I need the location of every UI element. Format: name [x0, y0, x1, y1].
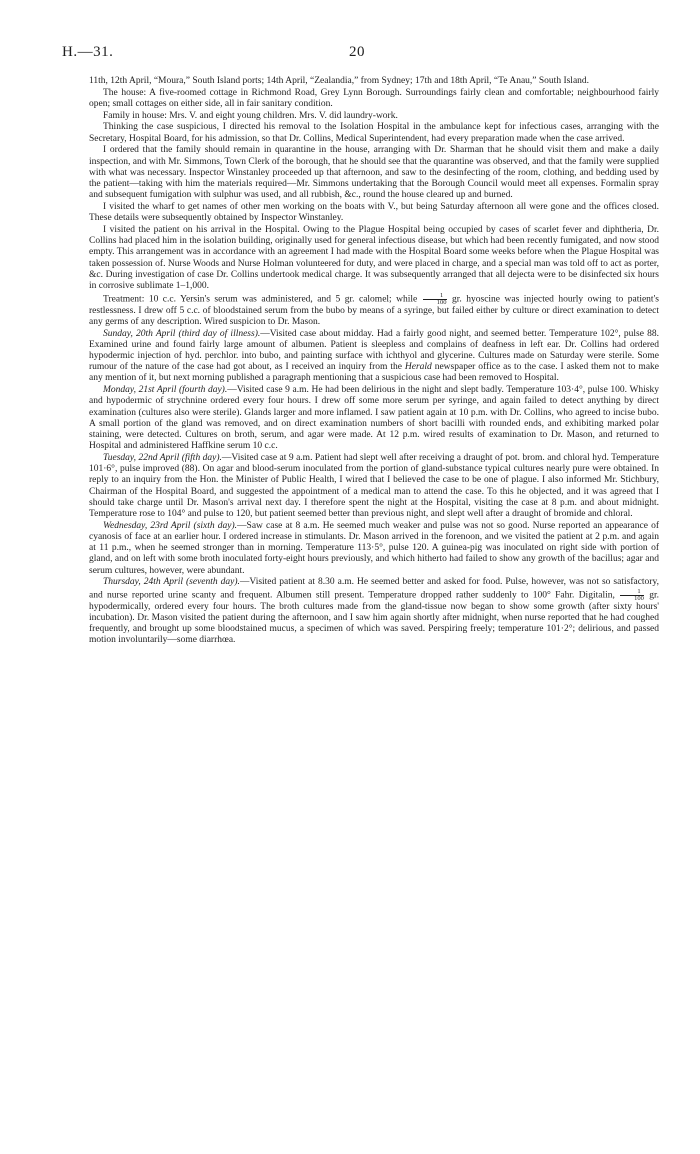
paragraph: I ordered that the family should remain in quarantine in the house, arranging with Dr. Sharman that he should visit them and make a daily inspection, and with Mr. Simmons, Town Clerk of the borough, that he should see that the quarantine was observed, and that the family were supplied with what was necessary. Inspector Winstanley proceeded up that afternoon, and saw to the desinfecting of the room, clothing, and bedding used by the patient—taking with him the materials required—Mr. Simmons undertaking that the Borough Council would meet all expenses. Formalin spray and subsequent fumigation with sulphur was used, and all rubbish, &c., round the house cleared up and burned. — [89, 145, 659, 201]
paragraph: Thinking the case suspicious, I directed his removal to the Isolation Hospital in the ambulance kept for infectious cases, arranging with the Secretary, Hospital Board, for his admission, so that Dr. Collins, Medical Superintendent, had every preparation made when the case arrived. — [89, 122, 659, 144]
paragraph-day-monday: Monday, 21st April (fourth day).—Visited case 9 a.m. He had been delirious in the night and slept badly. Temperature 103·4°, pulse 100. Whisky and hypodermic of strychnine ordered every four hours. I drew off some more serum per syringe, and again failed to detect anything by direct examination (cultures also were sterile). Glands larger and more inflamed. I saw patient again at 10 p.m. with Dr. Collins, who agreed to incise bubo. A small portion of the gland was removed, and on direct examination numbers of short bacilli with rounded ends, and exhibiting marked polar staining, were detected. Cultures on broth, serum, and agar were made. At 12 p.m. wired results of examination to Dr. Mason, and returned to Hospital and administered Haffkine serum 10 c.c. — [89, 385, 659, 452]
paragraph-treatment: Treatment: 10 c.c. Yersin's serum was administered, and 5 gr. calomel; while $\frac{1}{100}$ gr. hyoscine was injected hourly owing to patient's restlessness. I drew off 5 c.c. of bloodstained serum from the bubo by means of a syringe, but failed either by culture or direct examination to detect any germs of any description. Wired suspicion to Dr. Mason. — [89, 291, 659, 327]
paragraph: I visited the wharf to get names of other men working on the boats with V., but being Saturday afternoon all were gone and the offices closed. These details were subsequently obtained by Inspector Winstanley. — [89, 201, 659, 224]
paragraph-day-sunday: Sunday, 20th April (third day of illness).—Visited case about midday. Had a fairly good night, and seemed better. Temperature 102°, pulse 88. Examined urine and found fairly large amount of albumen. Patient is sleepless and complains of deafness in left ear. Dr. Collins had ordered hypodermic injection of hyd. perchlor. into bubo, and painting surface with ichthyol and glycerine. Cultures made on Saturday were sterile. Some rumour of the nature of the case had got about, as I received an inquiry from the Herald newspaper office as to the case. I asked them not to make any mention of it, but next morning published a paragraph mentioning that a suspicious case had been removed to Hospital. — [89, 328, 660, 384]
paragraph-day-wednesday: Wednesday, 23rd April (sixth day).—Saw case at 8 a.m. He seemed much weaker and pulse was not so good. Nurse reported an appearance of cyanosis of face at an earlier hour. I ordered increase in stimulants. Dr. Mason arrived in the forenoon, and we visited the patient at 2 p.m. and again at 11 p.m., when he seemed stronger than in morning. Temperature 113·5°, pulse 120. A guinea-pig was inoculated on right side with portion of gland, and on left with some broth inoculated forty-eight hours previously, and which hitherto had failed to show any growth of the bacillus; agar and serum cultures, however, were abundant. — [89, 520, 659, 576]
paragraph-day-thursday: Thursday, 24th April (seventh day).—Visited patient at 8.30 a.m. He seemed better and asked for food. Pulse, however, was not so satisfactory, and nurse reported urine scanty and frequent. Albumen still present. Temperature dropped rather suddenly to 100° Fahr. Digitalin, $\frac{1}{100}$ gr. hypodermically, ordered every four hours. The broth cultures made from the gland-tissue now began to show some growth (after sixty hours' incubation). Dr. Mason visited the patient during the afternoon, and I saw him again shortly after midnight, when nurse reported that he had coughed frequently, and brought up some bloodstained mucus, a specimen of which was saved. Perspiring freely; temperature 101·2°; delirious, and passed motion involuntarily—some diarrhœa. — [89, 577, 660, 646]
paragraph: I visited the patient on his arrival in the Hospital. Owing to the Plague Hospital being occupied by cases of scarlet fever and diphtheria, Dr. Collins had placed him in the isolation building, originally used for general infectious disease, but which had been recently fumigated, and now stood empty. This arrangement was in accordance with an agreement I had made with the Hospital Board some weeks before when the Plague Hospital was taken possession of. Nurse Woods and Nurse Holman volunteered for duty, and were placed in charge, and a special man was told off to act as porter, &c. During investigation of case Dr. Collins undertook medical charge. It was subsequently arranged that all dejecta were to be disinfected six hours in corrosive sublimate 1–1,000. — [89, 224, 659, 291]
fraction: $\frac{1}{100}$ — [423, 293, 447, 306]
paragraph: Family in house: Mrs. V. and eight young children. Mrs. V. did laundry-work. — [103, 110, 398, 121]
document-reference: H.—31. — [62, 44, 114, 60]
paragraph: The house: A five-roomed cottage in Richmond Road, Grey Lynn Borough. Surroundings fairly clean and comfortable; neighbourhood fairly open; small cottages on either side, all in fair sanitary condition. — [89, 87, 659, 109]
date-lead: Monday, 21st April (fourth day). — [103, 385, 228, 396]
date-lead: Sunday, 20th April (third day of illness). — [103, 328, 261, 339]
body-text — [89, 76, 659, 647]
paragraph-day-tuesday: Tuesday, 22nd April (fifth day).—Visited case at 9 a.m. Patient had slept well after receiving a draught of pot. brom. and chloral hyd. Temperature 101·6°, pulse improved (88). On agar and blood-serum inoculated from the portion of gland-substance typical cultures nearly pure were obtained. In reply to an inquiry from the Hon. the Minister of Public Health, I wired that I believed the case to be one of plague. I also informed Mr. Stichbury, Chairman of the Hospital Board, and suggested the appointment of a medical man to attend the case. To this he objected, and it was agreed that I should take charge until Dr. Mason's arrival next day. I therefore spent the night at the Hospital, visiting the case at 8 p.m. and about midnight. Temperature rose to 104° and pulse to 120, but patient seemed better than previous night, and slept well after a draught of bromide and chloral. — [89, 453, 659, 520]
paragraph: 11th, 12th April, “Moura,” South Island ports; 14th April, “Zealandia,” from Sydney; 17th and 18th April, “Te Anau,” South Island. — [89, 76, 590, 86]
page-header — [62, 44, 652, 66]
date-lead: Thursday, 24th April (seventh day). — [103, 577, 240, 588]
date-lead: Wednesday, 23rd April (sixth day). — [103, 520, 238, 531]
newspaper-name: Herald — [404, 362, 432, 373]
fraction: $\frac{1}{100}$ — [620, 589, 644, 602]
date-lead: Tuesday, 22nd April (fifth day). — [103, 453, 222, 463]
page-number: 20 — [349, 44, 365, 60]
